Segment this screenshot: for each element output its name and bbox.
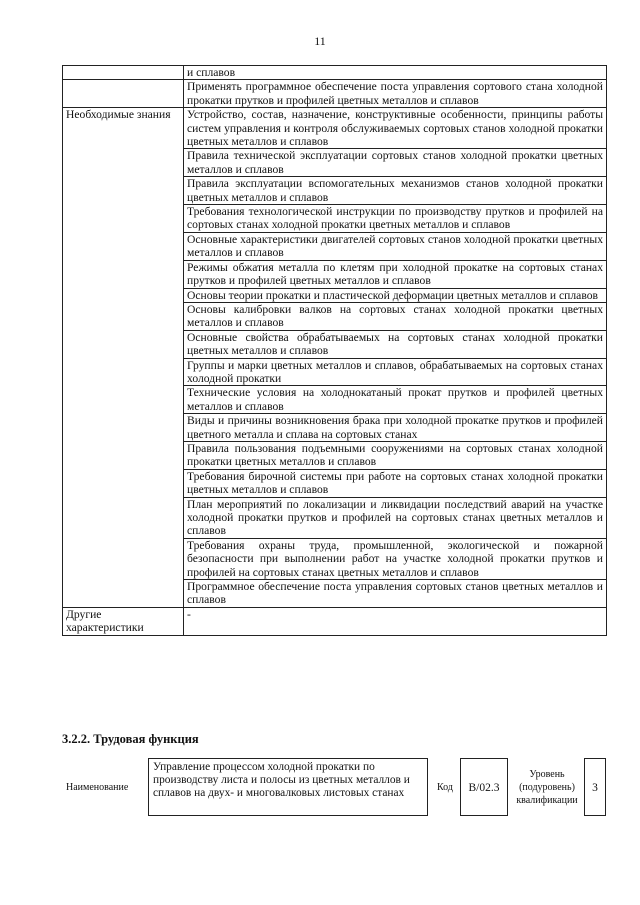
section-title: 3.2.2. Трудовая функция	[62, 732, 199, 746]
table-cell: Основы теории прокатки и пластической деформации цветных металлов и сплавов	[184, 288, 607, 302]
empty-label-cell	[63, 80, 184, 108]
table-row	[63, 80, 607, 108]
table-cell: Группы и марки цветных металлов и сплавов, обрабатываемых на сортовых станах холодной прокатки	[184, 358, 607, 386]
table-cell: Правила эксплуатации вспомогательных механизмов станов холодной прокатки цветных металлов и сплавов	[184, 177, 607, 205]
table-cell: Режимы обжатия металла по клетям при холодной прокатке на сортовых станах прутков и профилей цветных металлов и сплавов	[184, 260, 607, 288]
table-cell: Правила технической эксплуатации сортовых станов холодной прокатки цветных металлов и сплавов	[184, 149, 607, 177]
table-row	[63, 108, 607, 149]
table-cell: Виды и причины возникновения брака при холодной прокатке прутков и профилей цветного металла и сплава на сортовых станах	[184, 414, 607, 442]
knowledge-label: Необходимые знания	[63, 108, 184, 608]
name-value: Управление процессом холодной прокатки по производству листа и полосы из цветных металлов и сплавов на двух- и многовалковых листовых станах	[148, 758, 428, 816]
table-cell: Технические условия на холоднокатаный прокат прутков и профилей цветных металлов и сплавов	[184, 386, 607, 414]
table-cell: Программное обеспечение поста управления сортовых станов цветных металлов и сплавов	[184, 580, 607, 608]
table-cell: План мероприятий по локализации и ликвидации последствий аварий на участке холодной прокатки прутков и профилей на сортовых станах цветных металлов и сплавов	[184, 497, 607, 538]
other-label: Другие характеристики	[63, 607, 184, 635]
table-cell: и сплавов	[184, 66, 607, 80]
table-cell: Требования бирочной системы при работе на сортовых станах холодной прокатки цветных металлов и сплавов	[184, 469, 607, 497]
table-cell: Применять программное обеспечение поста управления сортового стана холодной прокатки прутков и профилей цветных металлов и сплавов	[184, 80, 607, 108]
table-cell: Основы калибровки валков на сортовых станах холодной прокатки цветных металлов и сплавов	[184, 302, 607, 330]
code-label: Код	[437, 782, 453, 793]
qualification-level-value: 3	[584, 758, 606, 816]
code-value: B/02.3	[460, 758, 508, 816]
qualification-level-label: Уровень (подуровень) квалификации	[516, 769, 578, 806]
table-cell: Правила пользования подъемными сооружениями на сортовых станах холодной прокатки цветных металлов и сплавов	[184, 441, 607, 469]
requirements-table	[62, 65, 607, 636]
page-number: 11	[314, 34, 326, 48]
table-row	[63, 607, 607, 635]
table-cell: Устройство, состав, назначение, конструктивные особенности, принципы работы систем управления и контроля обслуживаемых сортовых станов холодной прокатки цветных металлов и сплавов	[184, 108, 607, 149]
name-label: Наименование	[66, 782, 129, 793]
table-cell: Требования охраны труда, промышленной, экологической и пожарной безопасности при выполнении работ на участке холодной прокатки прутков и профилей на сортовых станах цветных металлов и сплавов	[184, 538, 607, 579]
table-cell: Основные характеристики двигателей сортовых станов холодной прокатки цветных металлов и сплавов	[184, 232, 607, 260]
table-cell: -	[184, 607, 607, 635]
empty-label-cell	[63, 66, 184, 80]
table-row	[63, 66, 607, 80]
table-cell: Требования технологической инструкции по производству прутков и профилей на сортовых станах холодной прокатки цветных металлов и сплавов	[184, 205, 607, 233]
table-cell: Основные свойства обрабатываемых на сортовых станах холодной прокатки цветных металлов и сплавов	[184, 330, 607, 358]
labor-function-row	[62, 758, 612, 820]
